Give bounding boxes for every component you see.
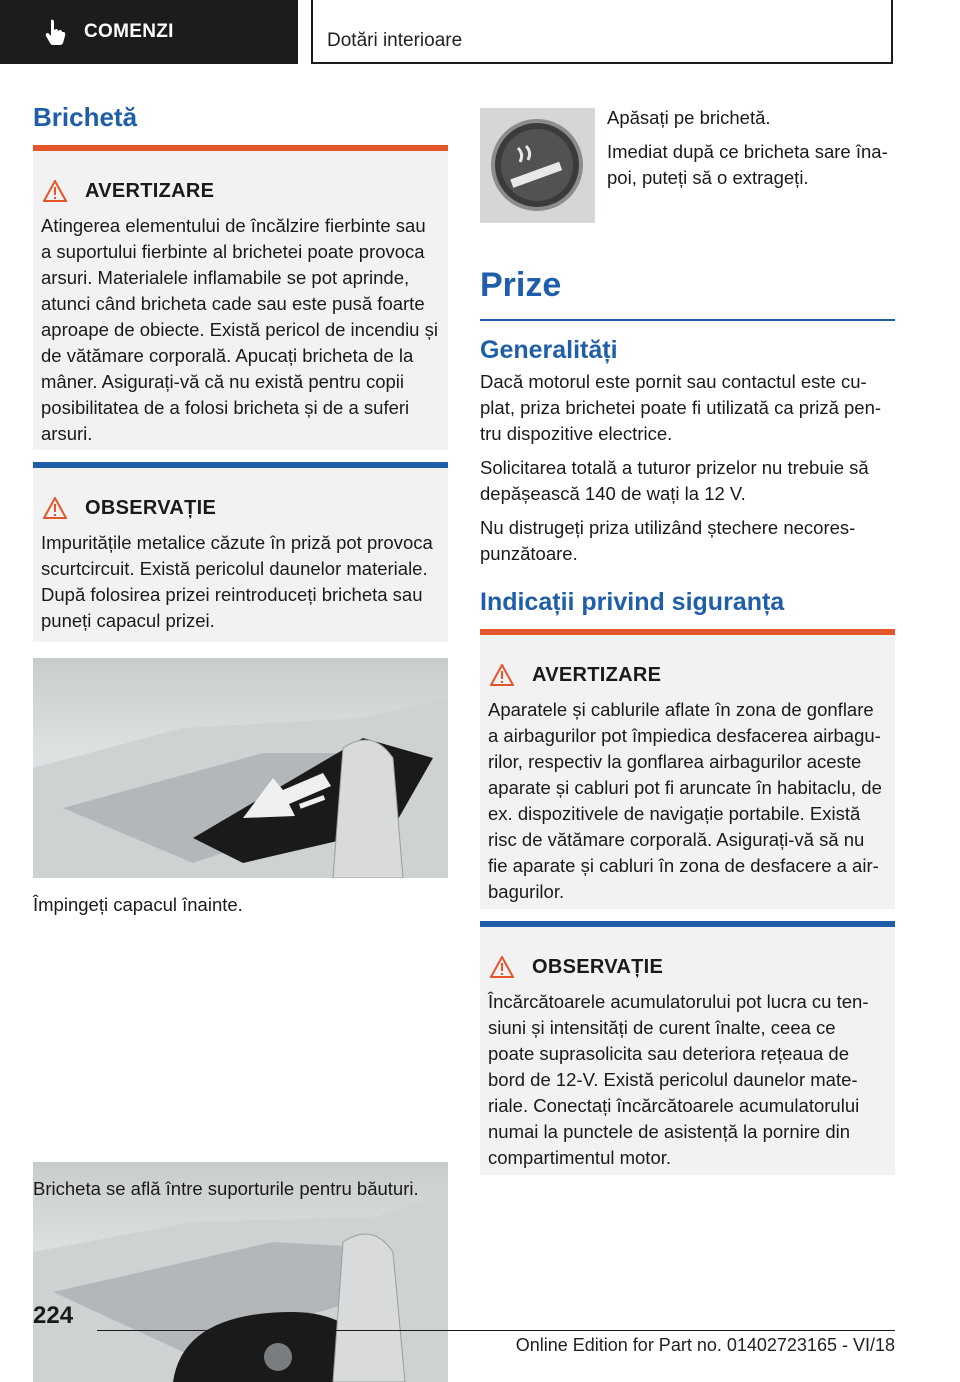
warning-title: AVERTIZARE (85, 179, 215, 202)
warning-triangle-icon (490, 956, 514, 978)
caption-1-wrap (33, 892, 448, 918)
lighter-button-photo (480, 108, 595, 223)
safety-title: Indicații privind siguranța (480, 588, 785, 616)
warning-text: Atingerea elementului de încălzire fierbinte sau a suportului fierbinte al brichetei poate provoca arsuri. Materialele inflamabile se pot aprinde, atunci când bricheta cade sau este pusă foarte aproape de obiecte. Există pericol de incendiu și de vătămare corporală. Apucați bricheta de la mâner. Asigurați-vă că nu există pentru copii posibilitatea de a folosi bricheta și de a suferi arsuri. (41, 215, 438, 444)
step-press: Apăsați pe brichetă. (607, 107, 771, 128)
note-header (480, 945, 895, 989)
caption-2-wrap (33, 1176, 448, 1202)
section-header (311, 0, 893, 64)
general-title: Generalități (480, 336, 618, 364)
warning-title: AVERTIZARE (532, 663, 662, 686)
title-rule (480, 319, 895, 321)
sockets-note-box (480, 921, 895, 1175)
sockets-title-wrap (480, 266, 895, 321)
safety-title-wrap (480, 588, 895, 617)
warning-triangle-icon (490, 664, 514, 686)
section-header-label: Dotări interioare (327, 30, 463, 51)
lighter-note-box (33, 462, 448, 642)
lighter-title: Brichetă (33, 102, 138, 132)
edition-text: Online Edition for Part no. 01402723165 - VI/18 (515, 1335, 895, 1355)
note-text: Încărcătoarele acumulatorului pot lucra cu ten-siuni și intensități de curent înalte, ceea ce poate suprasolicita sau deteriora rețeaua de bord de 12-V. Există pericolul daunelor mate-riale. Conectați încărcătoarele acumulatorului numai la punctele de asistență la pornire din compartimentul motor. (488, 991, 869, 1168)
caption-push-cover: Împingeți capacul înainte. (33, 894, 243, 915)
general-paragraph-2: Solicitarea totală a tuturor prizelor nu trebuie să depășească 140 de wați la 12 V. (480, 457, 869, 504)
chapter-tab-label: COMENZI (84, 21, 174, 42)
note-title: OBSERVAȚIE (532, 955, 664, 978)
warning-triangle-icon (43, 497, 67, 519)
hand-pointer-icon (44, 19, 66, 45)
general-section (480, 336, 895, 567)
note-title: OBSERVAȚIE (85, 496, 217, 519)
step-extract: Imediat după ce bricheta sare îna-poi, puteți să o extrageți. (607, 141, 888, 188)
page-number: 224 (33, 1302, 74, 1329)
note-header (33, 486, 448, 530)
sockets-warning-box (480, 629, 895, 909)
lighter-warning-box (33, 145, 448, 450)
lighter-steps (607, 105, 897, 191)
warning-header (33, 169, 448, 213)
console-cover-illustration (33, 658, 448, 878)
warning-header (480, 653, 895, 697)
note-text: Impuritățile metalice căzute în priză pot provoca scurtcircuit. Există pericolul daunelor materiale. După folosirea prizei reintroduceți bricheta sau puneți capacul prizei. (41, 532, 433, 631)
caption-lighter-location: Bricheta se află între suporturile pentru băuturi. (33, 1178, 419, 1199)
chapter-tab[interactable] (0, 0, 298, 64)
warning-text: Aparatele și cablurile aflate în zona de gonflare a airbagurilor pot împiedica desfacerea airbagu-rilor, respectiv la gonflarea airbagurilor aceste aparate și cabluri pot fi aruncate în habitaclu, de ex. dispozitivele de navigație portabile. Există risc de vătămare corporală. Asigurați-vă să nu fie aparate și cabluri în zona de desfacere a air-bagurilor. (488, 699, 882, 902)
console-cover-photo (33, 658, 448, 878)
footer-rule (97, 1330, 895, 1331)
general-paragraph-1: Dacă motorul este pornit sau contactul este cu-plat, priza brichetei poate fi utilizată ca priză pen-tru dispozitive electrice. (480, 371, 882, 444)
general-paragraph-3: Nu distrugeți priza utilizând ștechere necores-punzătoare. (480, 517, 856, 564)
lighter-button-illustration (480, 108, 595, 223)
warning-triangle-icon (43, 180, 67, 202)
sockets-title: Prize (480, 266, 562, 304)
lighter-title-wrap (33, 102, 448, 133)
